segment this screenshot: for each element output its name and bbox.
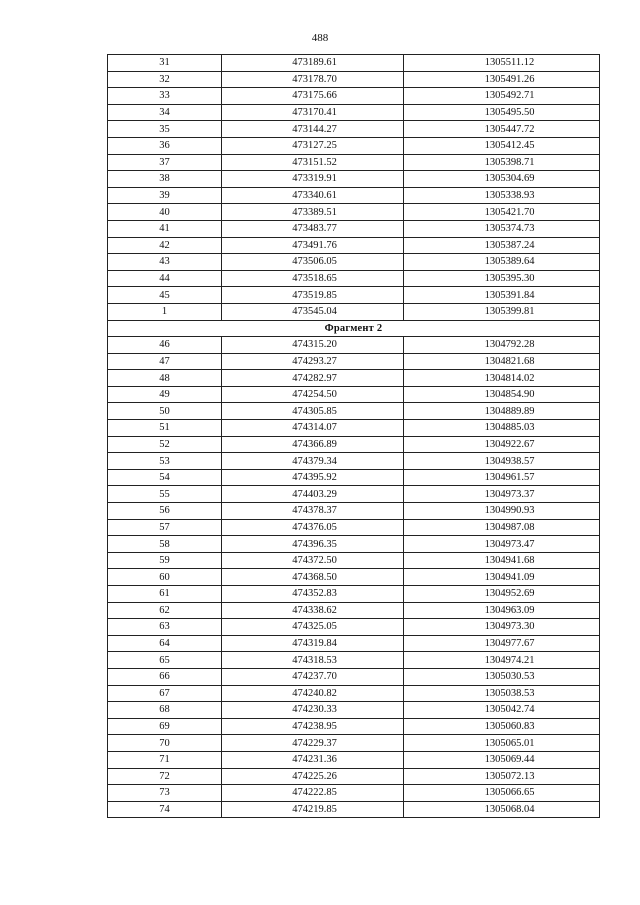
x-coordinate-cell: 473340.61 [222, 187, 404, 204]
table-row [108, 71, 600, 88]
point-number-cell: 65 [108, 652, 222, 669]
y-coordinate-cell: 1305068.04 [404, 801, 600, 818]
x-coordinate-cell: 474229.37 [222, 735, 404, 752]
point-number-cell: 1 [108, 303, 222, 320]
x-coordinate-cell: 473175.66 [222, 88, 404, 105]
table-row [108, 751, 600, 768]
point-number-cell: 70 [108, 735, 222, 752]
y-coordinate-cell: 1304977.67 [404, 635, 600, 652]
x-coordinate-cell: 474254.50 [222, 386, 404, 403]
x-coordinate-cell: 474378.37 [222, 503, 404, 520]
table-row [108, 420, 600, 437]
y-coordinate-cell: 1304885.03 [404, 420, 600, 437]
point-number-cell: 50 [108, 403, 222, 420]
x-coordinate-cell: 474315.20 [222, 337, 404, 354]
page-number: 488 [311, 32, 329, 44]
x-coordinate-cell: 473483.77 [222, 220, 404, 237]
x-coordinate-cell: 473506.05 [222, 254, 404, 271]
y-coordinate-cell: 1305387.24 [404, 237, 600, 254]
table-row [108, 386, 600, 403]
point-number-cell: 47 [108, 353, 222, 370]
table-row [108, 337, 600, 354]
y-coordinate-cell: 1305072.13 [404, 768, 600, 785]
table-row [108, 204, 600, 221]
x-coordinate-cell: 473389.51 [222, 204, 404, 221]
y-coordinate-cell: 1305495.50 [404, 104, 600, 121]
table-row [108, 453, 600, 470]
x-coordinate-cell: 474293.27 [222, 353, 404, 370]
point-number-cell: 58 [108, 536, 222, 553]
point-number-cell: 73 [108, 785, 222, 802]
x-coordinate-cell: 474338.62 [222, 602, 404, 619]
y-coordinate-cell: 1304973.30 [404, 619, 600, 636]
table-row [108, 403, 600, 420]
point-number-cell: 35 [108, 121, 222, 138]
point-number-cell: 44 [108, 270, 222, 287]
y-coordinate-cell: 1304938.57 [404, 453, 600, 470]
y-coordinate-cell: 1304963.09 [404, 602, 600, 619]
point-number-cell: 74 [108, 801, 222, 818]
table-row [108, 88, 600, 105]
y-coordinate-cell: 1305492.71 [404, 88, 600, 105]
x-coordinate-cell: 474372.50 [222, 552, 404, 569]
table-row [108, 187, 600, 204]
point-number-cell: 45 [108, 287, 222, 304]
coordinates-rows-fragment-1 [108, 55, 600, 321]
y-coordinate-cell: 1305338.93 [404, 187, 600, 204]
point-number-cell: 39 [108, 187, 222, 204]
point-number-cell: 60 [108, 569, 222, 586]
point-number-cell: 43 [108, 254, 222, 271]
x-coordinate-cell: 474396.35 [222, 536, 404, 553]
x-coordinate-cell: 474319.84 [222, 635, 404, 652]
point-number-cell: 40 [108, 204, 222, 221]
point-number-cell: 55 [108, 486, 222, 503]
point-number-cell: 67 [108, 685, 222, 702]
section-header-group [108, 320, 600, 337]
y-coordinate-cell: 1305389.64 [404, 254, 600, 271]
table-row [108, 503, 600, 520]
y-coordinate-cell: 1305030.53 [404, 668, 600, 685]
x-coordinate-cell: 474237.70 [222, 668, 404, 685]
x-coordinate-cell: 474314.07 [222, 420, 404, 437]
x-coordinate-cell: 473178.70 [222, 71, 404, 88]
point-number-cell: 34 [108, 104, 222, 121]
x-coordinate-cell: 473518.65 [222, 270, 404, 287]
x-coordinate-cell: 474352.83 [222, 586, 404, 603]
y-coordinate-cell: 1304821.68 [404, 353, 600, 370]
point-number-cell: 31 [108, 55, 222, 72]
y-coordinate-cell: 1305069.44 [404, 751, 600, 768]
table-row [108, 569, 600, 586]
point-number-cell: 62 [108, 602, 222, 619]
y-coordinate-cell: 1305447.72 [404, 121, 600, 138]
x-coordinate-cell: 473491.76 [222, 237, 404, 254]
point-number-cell: 72 [108, 768, 222, 785]
table-row [108, 121, 600, 138]
section-header-row [108, 320, 600, 337]
y-coordinate-cell: 1304941.68 [404, 552, 600, 569]
x-coordinate-cell: 474379.34 [222, 453, 404, 470]
point-number-cell: 57 [108, 519, 222, 536]
x-coordinate-cell: 473519.85 [222, 287, 404, 304]
table-row [108, 586, 600, 603]
y-coordinate-cell: 1304922.67 [404, 436, 600, 453]
x-coordinate-cell: 474403.29 [222, 486, 404, 503]
section-header-fragment-2: Фрагмент 2 [108, 320, 600, 337]
table-row [108, 702, 600, 719]
x-coordinate-cell: 474395.92 [222, 469, 404, 486]
table-row [108, 785, 600, 802]
point-number-cell: 32 [108, 71, 222, 88]
point-number-cell: 42 [108, 237, 222, 254]
x-coordinate-cell: 474368.50 [222, 569, 404, 586]
point-number-cell: 63 [108, 619, 222, 636]
y-coordinate-cell: 1304987.08 [404, 519, 600, 536]
y-coordinate-cell: 1305060.83 [404, 718, 600, 735]
x-coordinate-cell: 474325.05 [222, 619, 404, 636]
x-coordinate-cell: 474376.05 [222, 519, 404, 536]
x-coordinate-cell: 474225.26 [222, 768, 404, 785]
x-coordinate-cell: 474282.97 [222, 370, 404, 387]
point-number-cell: 66 [108, 668, 222, 685]
point-number-cell: 68 [108, 702, 222, 719]
point-number-cell: 61 [108, 586, 222, 603]
y-coordinate-cell: 1305042.74 [404, 702, 600, 719]
y-coordinate-cell: 1305398.71 [404, 154, 600, 171]
y-coordinate-cell: 1304814.02 [404, 370, 600, 387]
y-coordinate-cell: 1304889.89 [404, 403, 600, 420]
table-row [108, 237, 600, 254]
y-coordinate-cell: 1304792.28 [404, 337, 600, 354]
coordinates-table [107, 54, 600, 818]
x-coordinate-cell: 473151.52 [222, 154, 404, 171]
point-number-cell: 41 [108, 220, 222, 237]
table-row [108, 137, 600, 154]
x-coordinate-cell: 474231.36 [222, 751, 404, 768]
table-row [108, 768, 600, 785]
x-coordinate-cell: 473170.41 [222, 104, 404, 121]
y-coordinate-cell: 1304973.47 [404, 536, 600, 553]
table-row [108, 619, 600, 636]
table-row [108, 469, 600, 486]
x-coordinate-cell: 474366.89 [222, 436, 404, 453]
point-number-cell: 36 [108, 137, 222, 154]
x-coordinate-cell: 474318.53 [222, 652, 404, 669]
x-coordinate-cell: 473189.61 [222, 55, 404, 72]
table-row [108, 552, 600, 569]
coordinates-rows-fragment-2 [108, 337, 600, 818]
point-number-cell: 64 [108, 635, 222, 652]
table-row [108, 287, 600, 304]
table-row [108, 55, 600, 72]
y-coordinate-cell: 1304854.90 [404, 386, 600, 403]
table-row [108, 353, 600, 370]
table-row [108, 171, 600, 188]
point-number-cell: 71 [108, 751, 222, 768]
point-number-cell: 48 [108, 370, 222, 387]
table-row [108, 220, 600, 237]
x-coordinate-cell: 474222.85 [222, 785, 404, 802]
y-coordinate-cell: 1305066.65 [404, 785, 600, 802]
table-row [108, 735, 600, 752]
y-coordinate-cell: 1305511.12 [404, 55, 600, 72]
point-number-cell: 37 [108, 154, 222, 171]
table-row [108, 668, 600, 685]
table-row [108, 801, 600, 818]
y-coordinate-cell: 1304990.93 [404, 503, 600, 520]
x-coordinate-cell: 473319.91 [222, 171, 404, 188]
table-row [108, 270, 600, 287]
table-row [108, 254, 600, 271]
y-coordinate-cell: 1305421.70 [404, 204, 600, 221]
point-number-cell: 38 [108, 171, 222, 188]
y-coordinate-cell: 1304973.37 [404, 486, 600, 503]
x-coordinate-cell: 474240.82 [222, 685, 404, 702]
table-row [108, 602, 600, 619]
x-coordinate-cell: 474230.33 [222, 702, 404, 719]
y-coordinate-cell: 1305374.73 [404, 220, 600, 237]
table-row [108, 486, 600, 503]
y-coordinate-cell: 1304961.57 [404, 469, 600, 486]
table-row [108, 436, 600, 453]
y-coordinate-cell: 1305065.01 [404, 735, 600, 752]
table-row [108, 519, 600, 536]
point-number-cell: 52 [108, 436, 222, 453]
table-row [108, 652, 600, 669]
table-row [108, 370, 600, 387]
x-coordinate-cell: 473127.25 [222, 137, 404, 154]
table-row [108, 718, 600, 735]
y-coordinate-cell: 1305399.81 [404, 303, 600, 320]
point-number-cell: 59 [108, 552, 222, 569]
y-coordinate-cell: 1305391.84 [404, 287, 600, 304]
y-coordinate-cell: 1305038.53 [404, 685, 600, 702]
point-number-cell: 46 [108, 337, 222, 354]
point-number-cell: 54 [108, 469, 222, 486]
y-coordinate-cell: 1305395.30 [404, 270, 600, 287]
y-coordinate-cell: 1304941.09 [404, 569, 600, 586]
point-number-cell: 53 [108, 453, 222, 470]
point-number-cell: 51 [108, 420, 222, 437]
table-row [108, 536, 600, 553]
table-row [108, 635, 600, 652]
y-coordinate-cell: 1305491.26 [404, 71, 600, 88]
point-number-cell: 69 [108, 718, 222, 735]
x-coordinate-cell: 474305.85 [222, 403, 404, 420]
point-number-cell: 49 [108, 386, 222, 403]
point-number-cell: 33 [108, 88, 222, 105]
y-coordinate-cell: 1304974.21 [404, 652, 600, 669]
x-coordinate-cell: 473144.27 [222, 121, 404, 138]
y-coordinate-cell: 1305412.45 [404, 137, 600, 154]
x-coordinate-cell: 474219.85 [222, 801, 404, 818]
x-coordinate-cell: 473545.04 [222, 303, 404, 320]
table-row [108, 303, 600, 320]
y-coordinate-cell: 1305304.69 [404, 171, 600, 188]
table-row [108, 154, 600, 171]
x-coordinate-cell: 474238.95 [222, 718, 404, 735]
y-coordinate-cell: 1304952.69 [404, 586, 600, 603]
table-row [108, 104, 600, 121]
point-number-cell: 56 [108, 503, 222, 520]
table-row [108, 685, 600, 702]
